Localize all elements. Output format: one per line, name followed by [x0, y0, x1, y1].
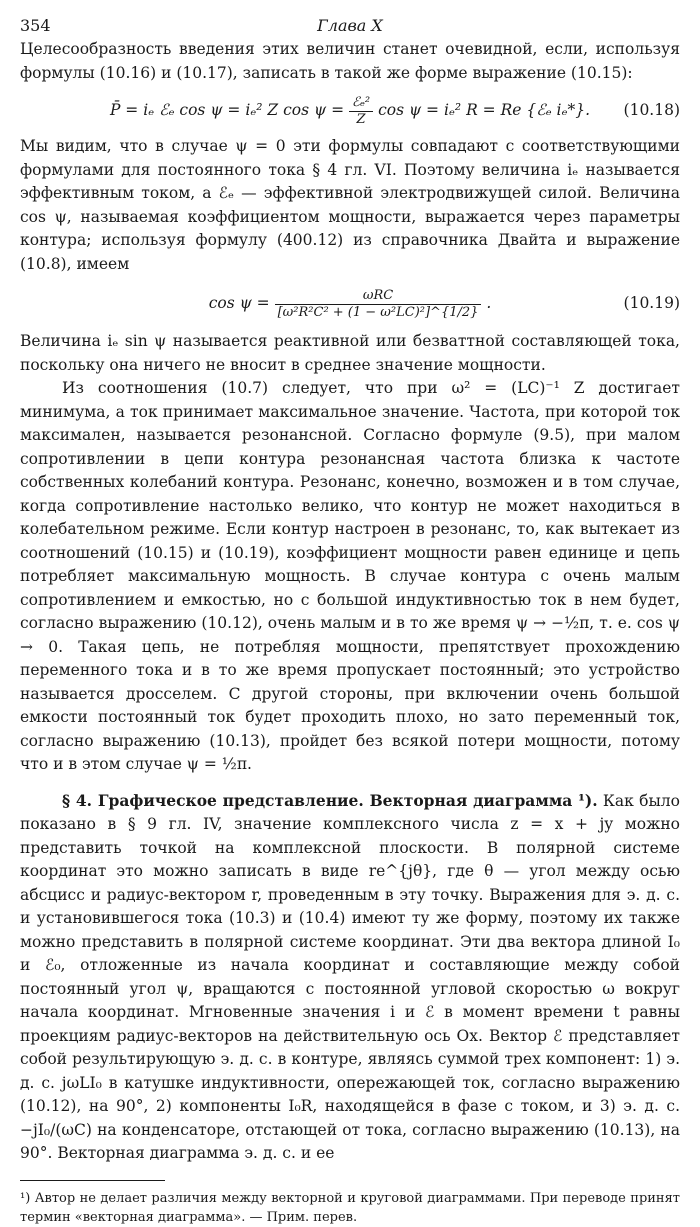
section-body: Как было показано в § 9 гл. IV, значение комплексного числа z = x + jy можно представить точкой на комплексной плоскости. В полярной системе координат это можно записать в виде re^{jθ}, где θ — угол между осью абсцисс и радиус-вектором r, проведенным в эту точку. Выражения для э. д. с. и установившегося тока (10.3) и (10.4) имеют ту же форму, поэтому их также можно представить в полярной системе координат. Эти два вектора длиной I₀ и ℰ₀, отложенные из начала координат и составляющие между собой постоянный угол ψ, вращаются с постоянной угловой скоростью ω вокруг начала координат. Мгновенные значения i и ℰ в момент времени t равны проекциям радиус-векторов на действительную ось Ox. Вектор ℰ представляет собой результирующую э. д. с. в контуре, являясь суммой трех компонент: 1) э. д. с. jωLI₀ в катушке индуктивности, опережающей ток, согласно выражению (10.12), на 90°, 2) компоненты I₀R, находящейся в фазе с током, и 3) э. д. с. −jI₀/(ωC) на конденсаторе, отстающей от тока, согласно выражению (10.13), на 90°. Векторная диаграмма э. д. с. и ее — [20, 791, 680, 1162]
eq1-right: cos ψ = iₑ² R = Re {ℰₑ iₑ*}. — [378, 101, 591, 119]
footnote-divider — [20, 1180, 165, 1181]
paragraph-reactive: Величина iₑ sin ψ называется реактивной или безваттной составляющей тока, поскольку она ничего не вносит в среднее значение мощности. — [20, 332, 680, 374]
paragraph-section-4 — [20, 789, 680, 1166]
eq1-fraction — [349, 95, 373, 128]
eq2-end: . — [486, 294, 492, 312]
section-heading: § 4. Графическое представление. Векторная диаграмма ¹). — [62, 790, 598, 810]
eq1-left: P̄ = iₑ ℰₑ cos ψ = iₑ² Z cos ψ = — [109, 101, 345, 119]
footnote: ¹) Автор не делает различия между векторной и круговой диаграммами. При переводе принят термин «векторная диаграмма». — Прим. перев. — [20, 1190, 680, 1225]
equation-10-18 — [20, 85, 680, 135]
paragraph-effective-values: Мы видим, что в случае ψ = 0 эти формулы совпадают с соответствующими формулами для постоянного тока § 4 гл. VI. Поэтому величина iₑ называется эффективным током, а ℰₑ — эффективной электродвижущей силой. Величина cos ψ, называемая коэффициентом мощности, выражается через параметры контура; используя формулу (400.12) из справочника Двайта и выражение (10.8), имеем — [20, 137, 680, 273]
equation-10-19 — [20, 276, 680, 330]
eq2-frac-den: [ω²R²C² + (1 − ω²LC)²]^{1/2} — [277, 304, 479, 320]
paragraph-intro: Целесообразность введения этих величин станет очевидной, если, используя формулы (10.16) и (10.17), записать в такой же форме выражение (10.15): — [20, 40, 680, 82]
page — [20, 10, 680, 1227]
eq1-number: (10.18) — [623, 101, 680, 119]
eq2-number: (10.19) — [623, 294, 680, 312]
eq2-left: cos ψ = — [208, 294, 270, 312]
eq1-frac-den: Z — [356, 111, 366, 127]
eq2-fraction — [275, 288, 482, 321]
eq1-frac-num: ℰₑ² — [349, 95, 373, 112]
chapter-title: Глава X — [317, 16, 383, 35]
eq2-frac-num: ωRC — [275, 288, 482, 305]
page-header — [20, 10, 680, 38]
paragraph-resonance: Из соотношения (10.7) следует, что при ω² = (LC)⁻¹ Z достигает минимума, а ток принимает максимальное значение. Частота, при которой ток максимален, называется резонансной. Согласно формуле (9.5), при малом сопротивлении в цепи контура резонансная частота близка к частоте собственных колебаний контура. Резонанс, конечно, возможен и в том случае, когда сопротивление настолько велико, что контур не может находиться в колебательном режиме. Если контур настроен в резонанс, то, как вытекает из соотношений (10.15) и (10.19), коэффициент мощности равен единице и цепь потребляет максимальную мощность. В случае контура с очень малым сопротивлением и емкостью, но с большой индуктивностью ток в нем будет, согласно выражению (10.12), очень малым и в то же время ψ → −½π, т. е. cos ψ → 0. Такая цепь, не потребляя мощности, препятствует прохождению переменного тока и в то же время пропускает постоянный; это устройство называется дросселем. С другой стороны, при включении очень большой емкости постоянный ток будет проходить плохо, но зато переменный ток, согласно выражению (10.13), пройдет без всякой потери мощности, потому что и в этом случае ψ = ½π. — [20, 379, 680, 773]
page-number: 354 — [20, 16, 51, 35]
